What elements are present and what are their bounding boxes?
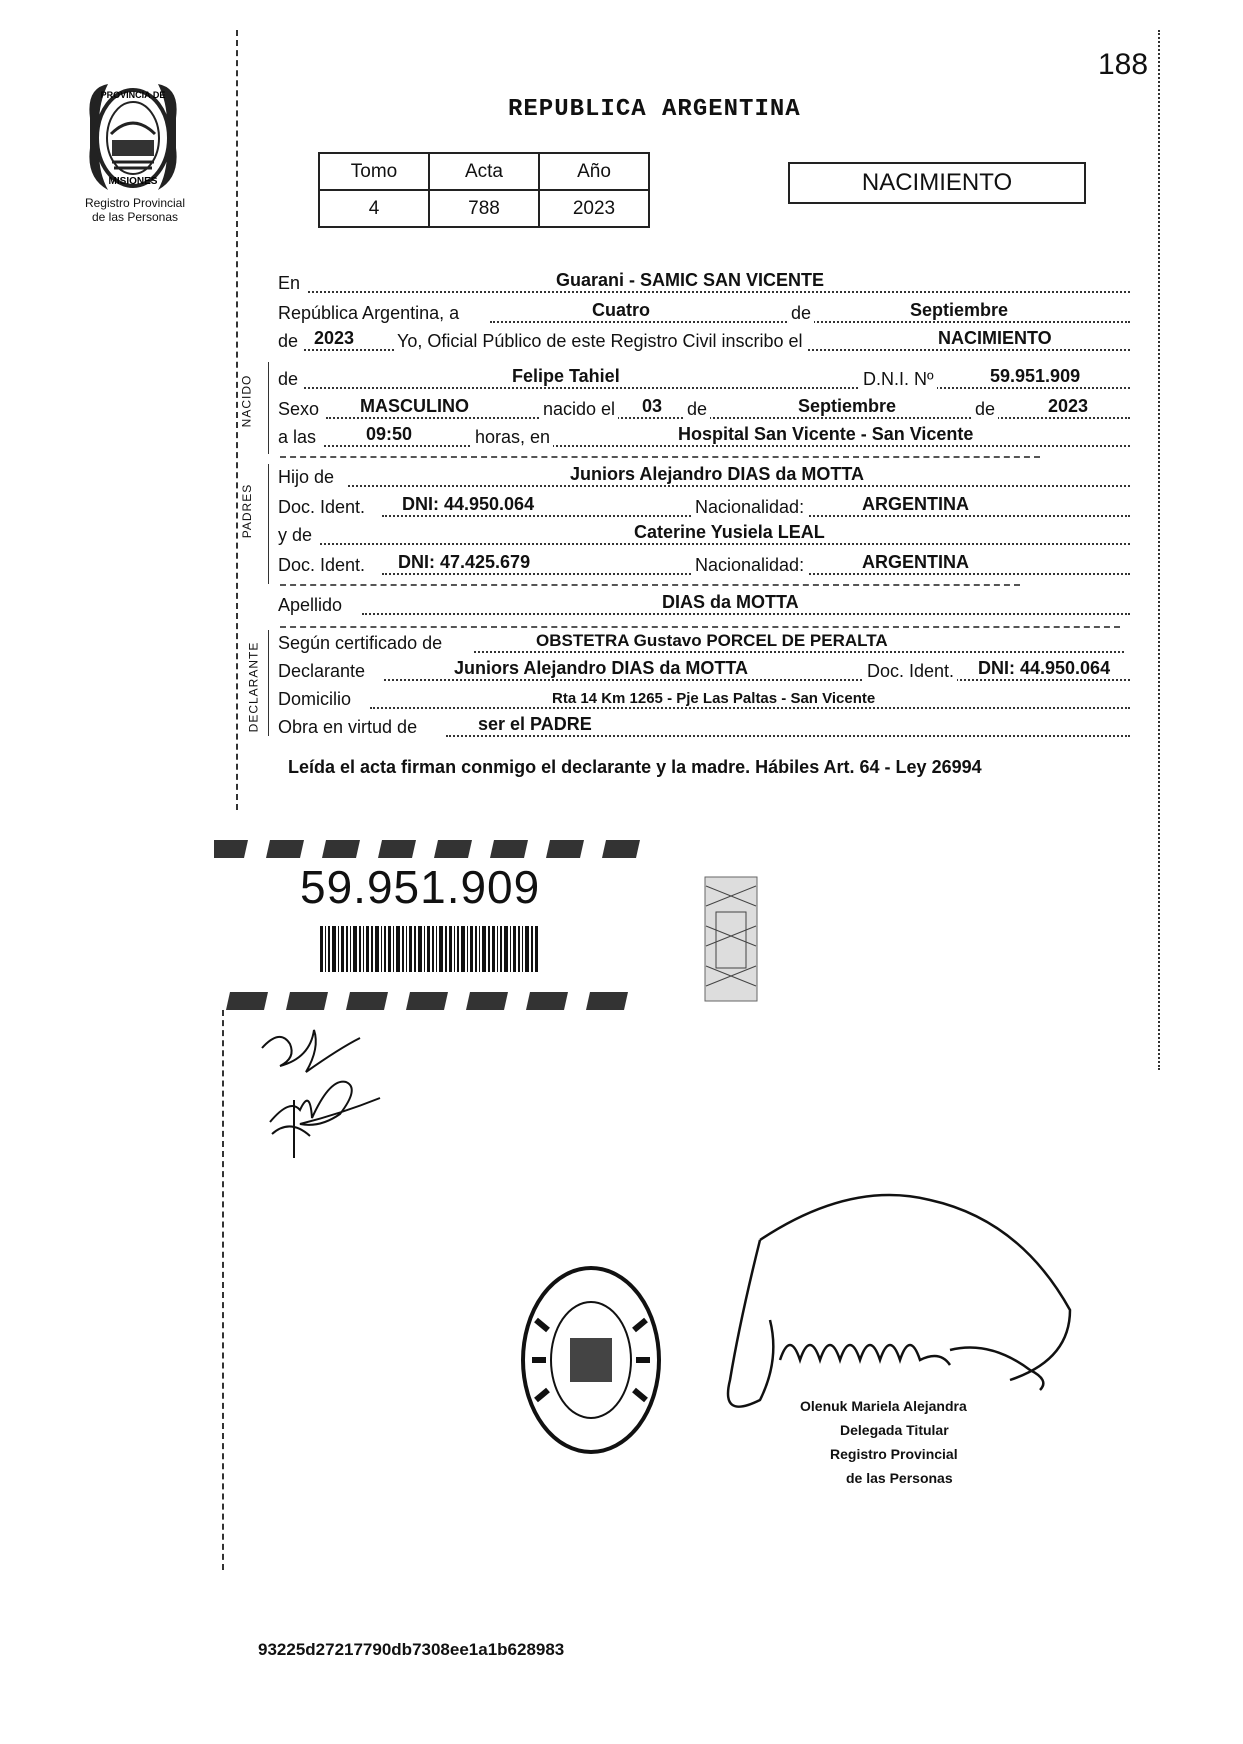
anio-header: Año — [539, 153, 649, 190]
label-doc-ident-padre: Doc. Ident. — [278, 497, 366, 517]
value-apellido: DIAS da MOTTA — [662, 592, 799, 612]
value-declarante: Juniors Alejandro DIAS da MOTTA — [454, 658, 749, 678]
value-madre-nacionalidad: ARGENTINA — [862, 552, 969, 572]
value-sexo: MASCULINO — [360, 396, 469, 416]
dotted-line — [304, 387, 1130, 389]
label-nacionalidad-padre: Nacionalidad: — [692, 497, 807, 518]
label-apellido: Apellido — [278, 595, 343, 615]
label-y-de: y de — [278, 525, 313, 545]
registry-label — [60, 196, 210, 224]
left-margin-line-lower — [222, 1010, 224, 1570]
label-yo-oficial: Yo, Oficial Público de este Registro Civil inscribo el — [394, 331, 806, 352]
value-obra-en-virtud: ser el PADRE — [478, 714, 592, 734]
line-sexo — [278, 392, 1133, 422]
anio-value: 2023 — [539, 190, 649, 227]
official-name: Olenuk Mariela Alejandra — [800, 1398, 967, 1414]
value-dni: 59.951.909 — [990, 366, 1081, 386]
label-hijo-de: Hijo de — [278, 467, 335, 487]
line-padre-doc — [278, 490, 1133, 520]
label-nacido-el: nacido el — [540, 399, 618, 420]
dotted-line — [320, 543, 1130, 545]
official-title: Delegada Titular — [840, 1422, 949, 1438]
value-dia-nacimiento: 03 — [642, 396, 663, 416]
label-obra-en-virtud: Obra en virtud de — [278, 717, 418, 737]
province-logo-icon — [78, 78, 188, 198]
value-domicilio: Rta 14 Km 1265 - Pje Las Paltas - San Vicente — [552, 690, 876, 707]
section-divider — [280, 584, 1020, 586]
dotted-line — [446, 735, 1130, 737]
section-padres-label: PADRES — [240, 483, 255, 539]
dotted-line — [308, 291, 1130, 293]
section-separator — [268, 464, 269, 584]
line-madre-doc — [278, 548, 1133, 578]
line-obra-en-virtud — [278, 710, 1133, 740]
security-pattern-top — [214, 836, 664, 862]
section-declarante-label: DECLARANTE — [246, 641, 261, 733]
value-mes-inscripcion: Septiembre — [910, 300, 1009, 320]
line-declarante — [278, 654, 1133, 684]
logo-text-top: PROVINCIA DE — [100, 90, 166, 100]
section-divider — [280, 456, 1040, 458]
label-declarante: Declarante — [278, 661, 366, 681]
tomo-header: Tomo — [319, 153, 429, 190]
line-apellido — [278, 588, 1133, 618]
label-en: En — [278, 273, 301, 293]
dotted-line — [326, 417, 1130, 419]
label-domicilio: Domicilio — [278, 689, 352, 709]
line-nombre — [278, 362, 1133, 392]
value-dia-inscripcion: Cuatro — [592, 300, 650, 320]
label-dni: D.N.I. Nº — [860, 369, 937, 390]
value-padre-doc: DNI: 44.950.064 — [402, 494, 535, 514]
registry-label-line2: de las Personas — [91, 210, 179, 224]
label-sexo: Sexo — [278, 399, 320, 419]
record-reference-table — [318, 152, 650, 228]
label-doc-ident-madre: Doc. Ident. — [278, 555, 366, 575]
label-doc-ident-declarante: Doc. Ident. — [864, 661, 957, 682]
barcode-icon — [320, 926, 540, 972]
dotted-line — [384, 679, 1130, 681]
section-separator — [268, 362, 269, 454]
logo-text-bottom: MISIONES — [108, 176, 158, 187]
line-madre — [278, 518, 1133, 548]
official-office-line2: de las Personas — [846, 1470, 953, 1486]
security-pattern-bottom — [214, 988, 634, 1014]
label-de-anio-nac: de — [972, 399, 998, 420]
value-madre-doc: DNI: 47.425.679 — [398, 552, 531, 572]
line-domicilio — [278, 682, 1133, 712]
line-hora — [278, 420, 1133, 450]
label-horas-en: horas, en — [472, 427, 553, 448]
security-seal-icon — [704, 876, 758, 1002]
value-padre: Juniors Alejandro DIAS da MOTTA — [570, 464, 865, 484]
value-declarante-doc: DNI: 44.950.064 — [978, 658, 1111, 678]
acta-value: 788 — [429, 190, 539, 227]
value-certificado: OBSTETRA Gustavo PORCEL DE PERALTA — [536, 631, 888, 650]
acta-header: Acta — [429, 153, 539, 190]
value-anio-inscripcion: 2023 — [314, 328, 355, 348]
page-number: 188 — [1098, 48, 1149, 81]
line-padre — [278, 460, 1133, 490]
registry-label-line1: Registro Provincial — [84, 196, 186, 210]
dotted-line — [362, 613, 1130, 615]
value-tipo-inscripcion: NACIMIENTO — [938, 328, 1052, 348]
dotted-line — [474, 651, 1124, 653]
dni-large-number: 59.951.909 — [300, 861, 541, 913]
value-anio-nacimiento: 2023 — [1048, 396, 1089, 416]
value-lugar: Guarani - SAMIC SAN VICENTE — [556, 270, 825, 290]
label-a-las: a las — [278, 427, 317, 447]
label-republica: República Argentina, a — [278, 303, 460, 323]
label-segun-certificado: Según certificado de — [278, 633, 443, 653]
value-madre: Caterine Yusiela LEAL — [634, 522, 825, 542]
section-nacido-label: NACIDO — [239, 374, 254, 428]
value-mes-nacimiento: Septiembre — [798, 396, 897, 416]
line-republica — [278, 296, 1133, 326]
label-de-mes: de — [788, 303, 814, 324]
tomo-value: 4 — [319, 190, 429, 227]
official-seal-icon — [516, 1260, 666, 1460]
line-certificado — [278, 626, 1133, 656]
value-nombre: Felipe Tahiel — [512, 366, 620, 386]
record-type-box: NACIMIENTO — [788, 162, 1086, 204]
value-lugar-nacimiento: Hospital San Vicente - San Vicente — [678, 424, 974, 444]
label-nacionalidad-madre: Nacionalidad: — [692, 555, 807, 576]
value-padre-nacionalidad: ARGENTINA — [862, 494, 969, 514]
document-hash: 93225d27217790db7308ee1a1b628983 — [258, 1640, 565, 1659]
section-separator — [268, 630, 269, 736]
line-en — [278, 266, 1133, 296]
dotted-line — [370, 707, 1130, 709]
dotted-line — [348, 485, 1130, 487]
line-year-inscripcion — [278, 324, 1133, 354]
right-margin-line — [1158, 30, 1160, 1070]
dotted-line — [324, 445, 1130, 447]
label-de-mes-nac: de — [684, 399, 710, 420]
label-de-year: de — [278, 331, 299, 351]
closing-text: Leída el acta firman conmigo el declarante y la madre. Hábiles Art. 64 - Ley 26994 — [288, 757, 982, 777]
left-margin-line — [236, 30, 238, 810]
label-de-nombre: de — [278, 369, 299, 389]
document-title: REPUBLICA ARGENTINA — [508, 96, 801, 123]
value-hora: 09:50 — [366, 424, 413, 444]
declarant-signature-icon — [250, 1018, 400, 1168]
official-office-line1: Registro Provincial — [830, 1446, 958, 1462]
